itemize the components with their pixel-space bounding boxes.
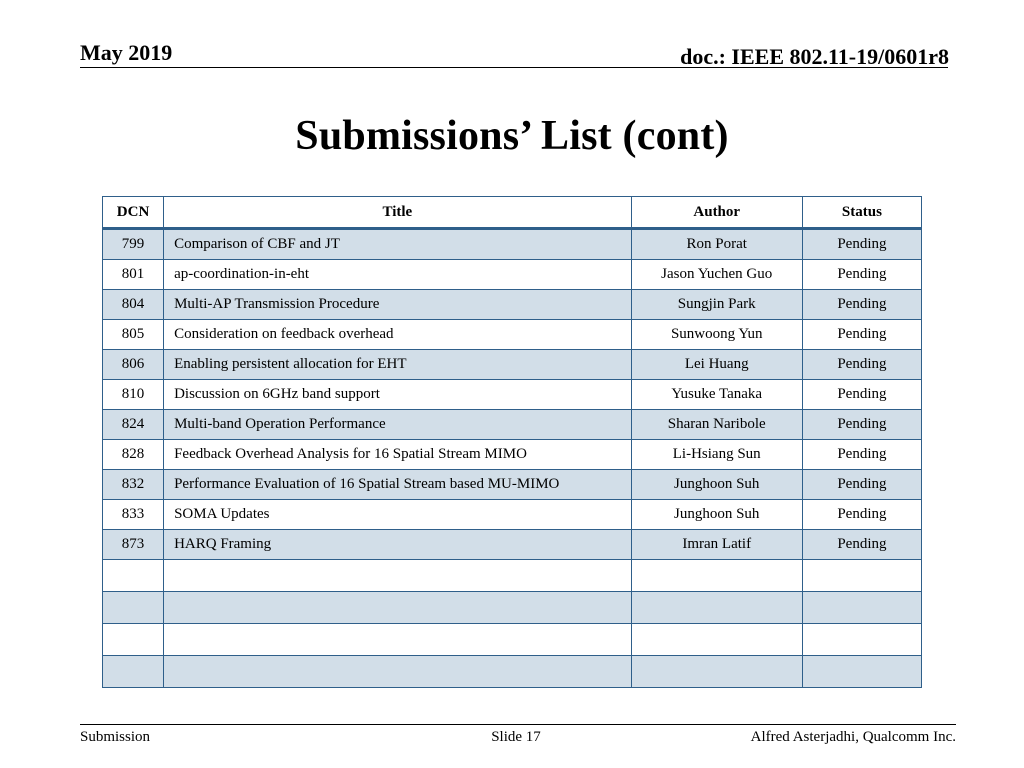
cell-title: Enabling persistent allocation for EHT — [164, 350, 632, 380]
cell-title: HARQ Framing — [164, 530, 632, 560]
cell-status: Pending — [802, 440, 921, 470]
cell-status: Pending — [802, 260, 921, 290]
cell-dcn: 832 — [103, 470, 164, 500]
cell-status — [802, 560, 921, 592]
cell-title: Performance Evaluation of 16 Spatial Stream based MU-MIMO — [164, 470, 632, 500]
header-date: May 2019 — [80, 40, 173, 65]
cell-status: Pending — [802, 470, 921, 500]
column-header-author: Author — [631, 197, 802, 229]
column-header-title: Title — [164, 197, 632, 229]
table-row — [103, 530, 922, 560]
cell-author: Sharan Naribole — [631, 410, 802, 440]
cell-status: Pending — [802, 500, 921, 530]
cell-title — [164, 656, 632, 688]
cell-title: Comparison of CBF and JT — [164, 229, 632, 260]
table-row — [103, 592, 922, 624]
cell-author — [631, 624, 802, 656]
cell-title: SOMA Updates — [164, 500, 632, 530]
cell-title: Multi-band Operation Performance — [164, 410, 632, 440]
footer-divider — [80, 724, 956, 725]
cell-author — [631, 592, 802, 624]
cell-title: Multi-AP Transmission Procedure — [164, 290, 632, 320]
cell-dcn: 824 — [103, 410, 164, 440]
cell-author: Li-Hsiang Sun — [631, 440, 802, 470]
footer-slide-number: Slide 17 — [491, 729, 541, 745]
table-row — [103, 500, 922, 530]
cell-author: Sunwoong Yun — [631, 320, 802, 350]
cell-title — [164, 624, 632, 656]
cell-status: Pending — [802, 290, 921, 320]
table-row — [103, 410, 922, 440]
footer-author: Alfred Asterjadhi, Qualcomm Inc. — [750, 729, 956, 745]
slide-title: Submissions’ List (cont) — [295, 113, 729, 159]
cell-author: Yusuke Tanaka — [631, 380, 802, 410]
cell-dcn: 873 — [103, 530, 164, 560]
cell-dcn: 828 — [103, 440, 164, 470]
cell-author — [631, 560, 802, 592]
cell-title: Discussion on 6GHz band support — [164, 380, 632, 410]
cell-title: Feedback Overhead Analysis for 16 Spatial Stream MIMO — [164, 440, 632, 470]
cell-title: Consideration on feedback overhead — [164, 320, 632, 350]
cell-author: Jason Yuchen Guo — [631, 260, 802, 290]
table-row — [103, 350, 922, 380]
table-row — [103, 380, 922, 410]
cell-title — [164, 592, 632, 624]
cell-status: Pending — [802, 229, 921, 260]
cell-dcn: 806 — [103, 350, 164, 380]
table-header-row — [103, 197, 922, 229]
table-row — [103, 440, 922, 470]
cell-status: Pending — [802, 530, 921, 560]
cell-status: Pending — [802, 410, 921, 440]
table-row — [103, 320, 922, 350]
table-row — [103, 290, 922, 320]
table-row — [103, 624, 922, 656]
table-row — [103, 229, 922, 260]
cell-title: ap-coordination-in-eht — [164, 260, 632, 290]
table-row — [103, 470, 922, 500]
cell-status — [802, 656, 921, 688]
cell-dcn: 799 — [103, 229, 164, 260]
cell-author: Imran Latif — [631, 530, 802, 560]
cell-status: Pending — [802, 380, 921, 410]
table-row — [103, 260, 922, 290]
cell-author: Ron Porat — [631, 229, 802, 260]
cell-status — [802, 592, 921, 624]
cell-title — [164, 560, 632, 592]
cell-author: Junghoon Suh — [631, 470, 802, 500]
cell-author — [631, 656, 802, 688]
table-row — [103, 560, 922, 592]
header-divider — [80, 67, 948, 68]
column-header-dcn: DCN — [103, 197, 164, 229]
cell-dcn: 801 — [103, 260, 164, 290]
cell-author: Lei Huang — [631, 350, 802, 380]
table-row — [103, 656, 922, 688]
cell-status — [802, 624, 921, 656]
cell-dcn: 810 — [103, 380, 164, 410]
cell-dcn: 805 — [103, 320, 164, 350]
cell-dcn: 833 — [103, 500, 164, 530]
submissions-table — [102, 196, 922, 688]
column-header-status: Status — [802, 197, 921, 229]
cell-author: Junghoon Suh — [631, 500, 802, 530]
cell-dcn: 804 — [103, 290, 164, 320]
cell-status: Pending — [802, 320, 921, 350]
header-doc-id: doc.: IEEE 802.11-19/0601r8 — [680, 44, 949, 69]
cell-status: Pending — [802, 350, 921, 380]
cell-dcn — [103, 592, 164, 624]
cell-dcn — [103, 624, 164, 656]
cell-author: Sungjin Park — [631, 290, 802, 320]
cell-dcn — [103, 656, 164, 688]
footer-submission: Submission — [80, 729, 151, 745]
cell-dcn — [103, 560, 164, 592]
